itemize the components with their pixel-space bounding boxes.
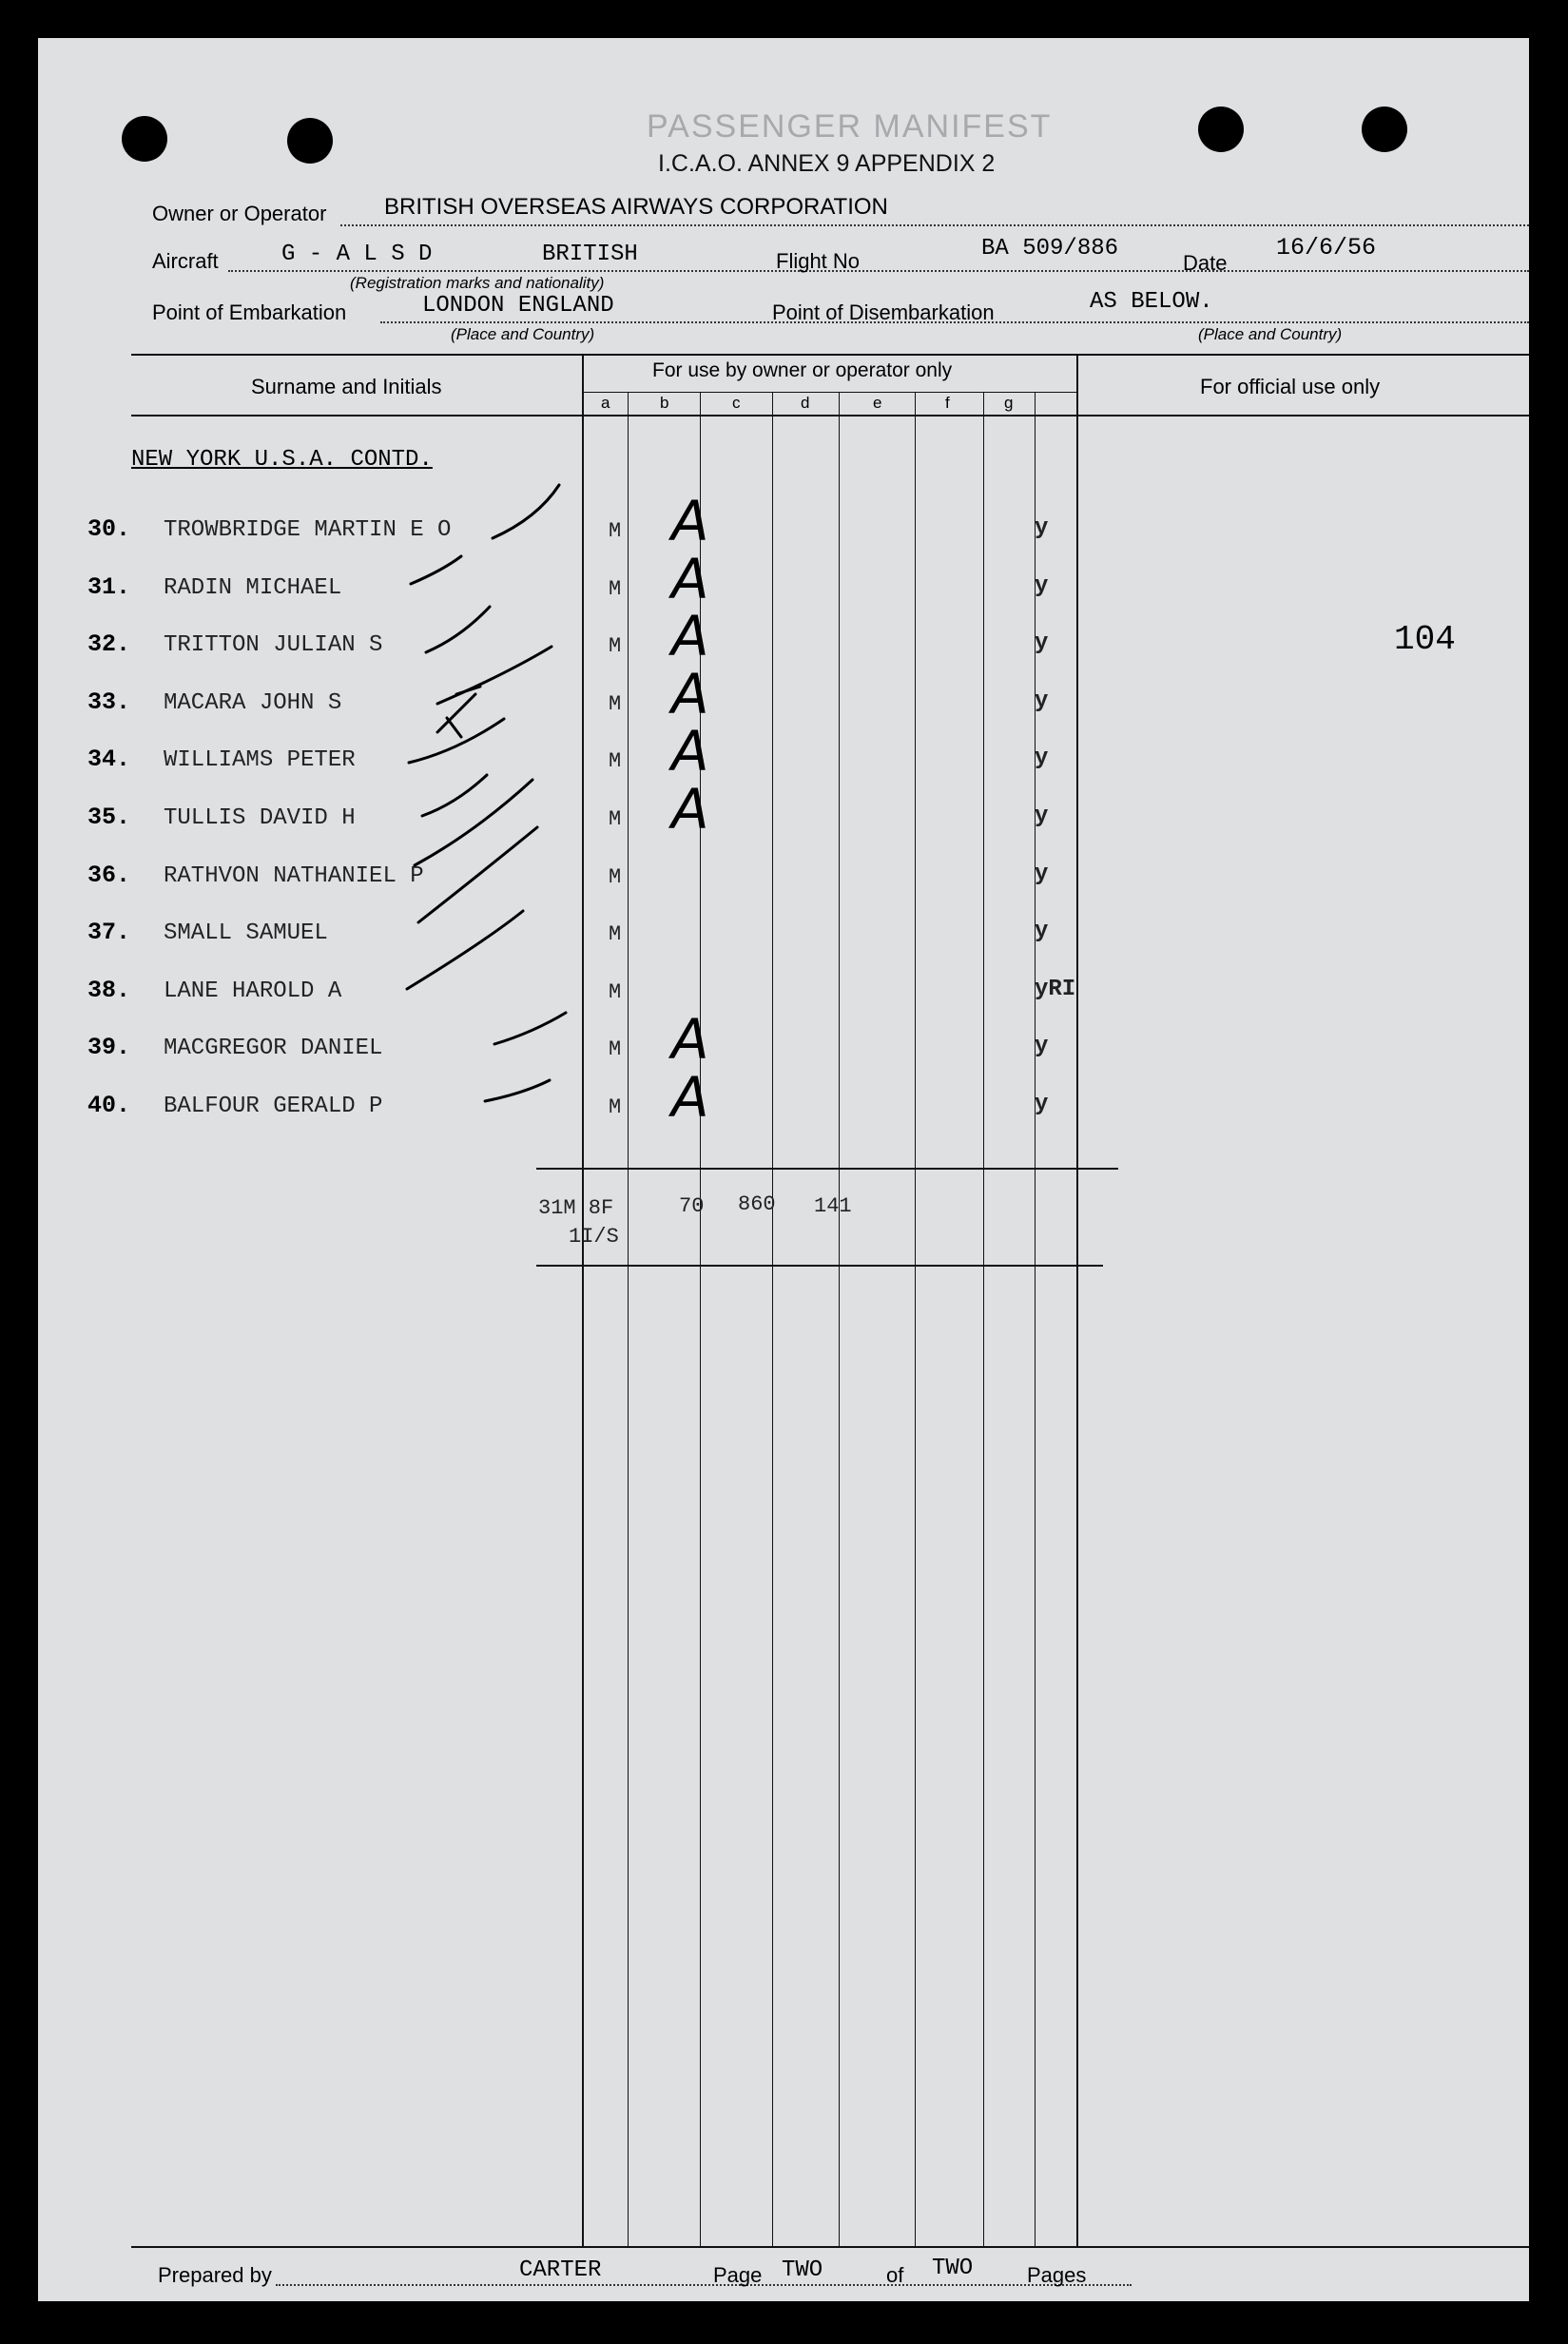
passenger-number: 32. — [87, 630, 131, 659]
passenger-number: 36. — [87, 861, 131, 889]
passenger-col-g: y — [1035, 804, 1049, 829]
flight-value: BA 509/886 — [981, 236, 1119, 262]
of-value: TWO — [932, 2256, 974, 2281]
pages-label: Pages — [1027, 2263, 1087, 2287]
official-use-header: For official use only — [1200, 375, 1381, 398]
passenger-col-a: M — [609, 1037, 622, 1062]
passenger-col-a: M — [609, 576, 622, 601]
total-b: 70 — [679, 1194, 705, 1218]
disembarkation-note: (Place and Country) — [1198, 325, 1343, 343]
passenger-number: 37. — [87, 919, 131, 947]
passenger-number: 34. — [87, 746, 131, 774]
passenger-col-b-mark: A — [671, 661, 709, 726]
passenger-name: LANE HAROLD A — [164, 978, 342, 1004]
column-label: f — [945, 394, 950, 412]
disembarkation-value: AS BELOW. — [1090, 289, 1213, 315]
passenger-col-g: y — [1035, 1034, 1049, 1060]
column-label: c — [732, 394, 741, 412]
passenger-col-a: M — [609, 519, 622, 543]
passenger-col-b-mark: A — [671, 719, 709, 785]
passenger-number: 38. — [87, 976, 131, 1004]
of-label: of — [886, 2263, 904, 2287]
column-label: b — [660, 394, 669, 412]
column-label: a — [601, 394, 610, 412]
disembarkation-label: Point of Disembarkation — [772, 300, 995, 324]
passenger-name: TROWBRIDGE MARTIN E O — [164, 517, 452, 543]
page-subtitle: I.C.A.O. ANNEX 9 APPENDIX 2 — [658, 150, 996, 177]
date-value: 16/6/56 — [1276, 234, 1377, 262]
passenger-number: 31. — [87, 572, 131, 601]
official-note: 104 — [1394, 620, 1456, 659]
passenger-col-a: M — [609, 979, 622, 1004]
passenger-col-b-mark: A — [671, 489, 709, 553]
embarkation-value: LONDON ENGLAND — [422, 293, 614, 319]
total-a-line1: 31M 8F — [538, 1196, 614, 1220]
passenger-name: RATHVON NATHANIEL P — [164, 862, 424, 889]
manifest-paper — [38, 38, 1529, 2301]
passenger-col-g: y — [1035, 746, 1049, 772]
owner-use-header: For use by owner or operator only — [652, 359, 953, 381]
registration-note: (Registration marks and nationality) — [350, 274, 605, 292]
passenger-name: RADIN MICHAEL — [164, 574, 342, 601]
passenger-number: 30. — [87, 515, 131, 543]
total-a-line2: 1I/S — [569, 1225, 619, 1249]
total-c: 860 — [738, 1192, 776, 1216]
passenger-col-b-mark: A — [671, 546, 709, 611]
embarkation-label: Point of Embarkation — [152, 300, 347, 324]
passenger-col-g: y — [1035, 515, 1049, 541]
passenger-col-g: yRI — [1035, 976, 1076, 1002]
passenger-number: 40. — [87, 1092, 131, 1119]
aircraft-nationality: BRITISH — [542, 242, 638, 267]
passenger-number: 33. — [87, 688, 131, 716]
passenger-col-g: y — [1035, 572, 1049, 599]
passenger-name: SMALL SAMUEL — [164, 920, 328, 947]
owner-value: BRITISH OVERSEAS AIRWAYS CORPORATION — [384, 194, 888, 220]
total-d: 141 — [814, 1194, 852, 1218]
passenger-name: MACGREGOR DANIEL — [164, 1036, 383, 1062]
passenger-col-a: M — [609, 1095, 622, 1119]
passenger-number: 39. — [87, 1034, 131, 1062]
column-label: e — [873, 394, 882, 412]
owner-label: Owner or Operator — [152, 202, 327, 225]
passenger-col-b-mark: A — [671, 1065, 709, 1130]
date-label: Date — [1183, 251, 1228, 275]
passenger-col-g: y — [1035, 688, 1049, 714]
faded-title: PASSENGER MANIFEST — [647, 108, 1053, 145]
flight-label: Flight No — [776, 249, 861, 273]
passenger-col-b-mark: A — [671, 1007, 709, 1073]
passenger-name: TULLIS DAVID H — [164, 805, 356, 831]
passenger-col-b-mark: A — [671, 777, 709, 842]
aircraft-registration: G - A L S D — [281, 242, 433, 267]
passenger-col-a: M — [609, 749, 622, 774]
prepared-label: Prepared by — [158, 2263, 272, 2287]
page-value: TWO — [782, 2257, 823, 2283]
column-label: g — [1004, 394, 1014, 412]
passenger-name: MACARA JOHN S — [164, 689, 342, 716]
aircraft-label: Aircraft — [152, 249, 219, 273]
passenger-number: 35. — [87, 804, 131, 831]
section-heading: NEW YORK U.S.A. CONTD. — [131, 447, 433, 473]
embarkation-note: (Place and Country) — [451, 325, 595, 343]
passenger-name: TRITTON JULIAN S — [164, 632, 383, 659]
passenger-col-b-mark: A — [671, 604, 709, 669]
passenger-col-g: y — [1035, 919, 1049, 945]
passenger-col-a: M — [609, 807, 622, 831]
passenger-col-g: y — [1035, 1092, 1049, 1117]
passenger-col-g: y — [1035, 861, 1049, 887]
page-label: Page — [713, 2263, 763, 2287]
passenger-name: WILLIAMS PETER — [164, 747, 356, 774]
column-label: d — [801, 394, 810, 412]
surname-header: Surname and Initials — [251, 375, 442, 398]
passenger-col-g: y — [1035, 630, 1049, 657]
passenger-col-a: M — [609, 634, 622, 659]
handwritten-ticks — [38, 38, 1529, 1179]
passenger-col-a: M — [609, 691, 622, 716]
passenger-col-a: M — [609, 922, 622, 947]
prepared-value: CARTER — [519, 2257, 602, 2283]
passenger-name: BALFOUR GERALD P — [164, 1094, 383, 1119]
passenger-col-a: M — [609, 864, 622, 889]
